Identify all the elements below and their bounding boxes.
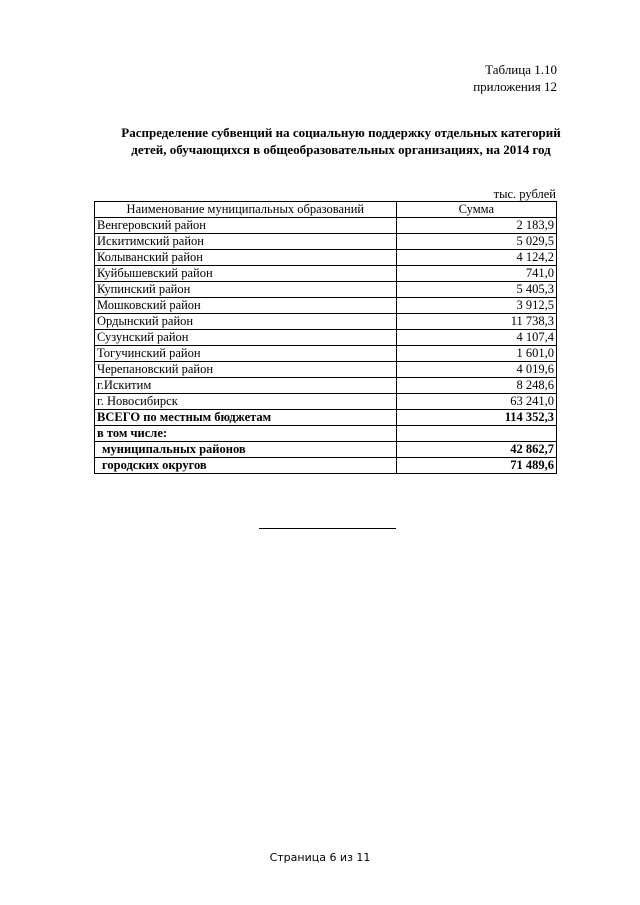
table-row [95,266,557,282]
row-sum: 2 183,9 [396,218,556,234]
table-row [95,378,557,394]
municipal-districts-sum: 42 862,7 [396,442,556,458]
table-row [95,394,557,410]
table-reference [473,61,557,95]
total-sum: 114 352,3 [396,410,556,426]
row-name: Куйбышевский район [95,266,397,282]
including-row [95,426,557,442]
title-line-1: Распределение субвенций на социальную поддержку отдельных категорий [121,125,561,140]
row-sum: 1 601,0 [396,346,556,362]
row-name: Колыванский район [95,250,397,266]
row-name: Купинский район [95,282,397,298]
table-row [95,314,557,330]
document-title [70,124,612,158]
table-number: Таблица 1.10 [485,62,557,77]
table-row [95,362,557,378]
row-sum: 11 738,3 [396,314,556,330]
title-line-2: детей, обучающихся в общеобразовательных организациях, на 2014 год [131,142,551,157]
city-districts-row [95,458,557,474]
table-row [95,234,557,250]
row-sum: 3 912,5 [396,298,556,314]
table-row [95,250,557,266]
row-sum: 8 248,6 [396,378,556,394]
page-footer: Страница 6 из 11 [269,851,371,864]
table-row [95,282,557,298]
column-header-name: Наименование муниципальных образований [95,202,397,218]
subsidy-table [94,201,557,474]
row-sum: 741,0 [396,266,556,282]
row-name: Мошковский район [95,298,397,314]
table-row [95,330,557,346]
city-districts-sum: 71 489,6 [396,458,556,474]
column-header-sum: Сумма [396,202,556,218]
total-label: ВСЕГО по местным бюджетам [95,410,397,426]
units-label: тыс. рублей [493,187,556,201]
including-label: в том числе: [95,426,397,442]
city-districts-label: городских округов [95,458,397,474]
row-name: Ордынский район [95,314,397,330]
including-empty-cell [396,426,556,442]
row-name: г. Новосибирск [95,394,397,410]
row-sum: 4 124,2 [396,250,556,266]
row-name: г.Искитим [95,378,397,394]
municipal-districts-label: муниципальных районов [95,442,397,458]
municipal-districts-row [95,442,557,458]
table-row [95,218,557,234]
row-name: Тогучинский район [95,346,397,362]
table-header-row [95,202,557,218]
row-sum: 63 241,0 [396,394,556,410]
row-name: Искитимский район [95,234,397,250]
row-sum: 4 107,4 [396,330,556,346]
row-sum: 5 029,5 [396,234,556,250]
table-row [95,298,557,314]
row-name: Черепановский район [95,362,397,378]
table-row [95,346,557,362]
row-name: Сузунский район [95,330,397,346]
appendix-number: приложения 12 [473,79,557,94]
total-row [95,410,557,426]
row-name: Венгеровский район [95,218,397,234]
row-sum: 4 019,6 [396,362,556,378]
row-sum: 5 405,3 [396,282,556,298]
end-divider [259,528,396,529]
